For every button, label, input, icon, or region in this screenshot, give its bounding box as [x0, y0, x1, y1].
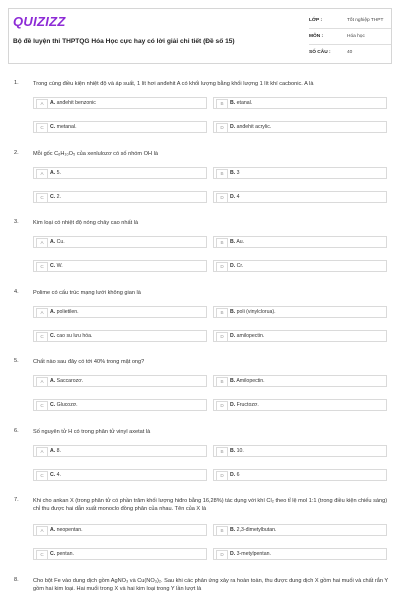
- option-letter: D: [216, 123, 228, 133]
- meta-value: Tốt nghiệp THPT: [347, 18, 384, 23]
- option-c[interactable]: [33, 260, 207, 272]
- option-a[interactable]: [33, 97, 207, 109]
- option-letter: D: [216, 332, 228, 342]
- option-text: D. 4: [230, 194, 240, 200]
- option-a[interactable]: [33, 167, 207, 179]
- option-text: D. 6: [230, 472, 240, 478]
- option-letter: B: [216, 526, 228, 536]
- meta-row-question-count: [309, 45, 391, 60]
- question-text: Kim loại có nhiệt độ nóng chảy cao nhất là: [33, 220, 139, 226]
- option-letter: C: [36, 401, 48, 411]
- worksheet-meta-table: [309, 13, 391, 60]
- option-text: A. Cu.: [50, 239, 65, 245]
- option-letter: C: [36, 262, 48, 272]
- option-text: C. W.: [50, 263, 63, 269]
- option-text: C. Glucozơ.: [50, 402, 78, 408]
- option-letter: C: [36, 332, 48, 342]
- option-d[interactable]: [213, 469, 387, 481]
- option-letter: B: [216, 99, 228, 109]
- option-text: D. anđehit acrylic.: [230, 124, 272, 130]
- option-text: B. 2,3-đimetylbutan.: [230, 527, 277, 533]
- option-a[interactable]: [33, 524, 207, 536]
- meta-row-subject: [309, 29, 391, 45]
- option-a[interactable]: [33, 306, 207, 318]
- option-c[interactable]: [33, 469, 207, 481]
- option-d[interactable]: [213, 399, 387, 411]
- meta-row-class: [309, 13, 391, 29]
- option-text: B. Amilopectin.: [230, 378, 265, 384]
- option-b[interactable]: [213, 167, 387, 179]
- option-d[interactable]: [213, 330, 387, 342]
- option-text: C. 4.: [50, 472, 61, 478]
- question-text: Chất nào sau đây có tới 40% trong mật ong?: [33, 359, 145, 365]
- option-text: A. anđehit benzonic: [50, 100, 96, 106]
- option-text: B. etanal.: [230, 100, 253, 106]
- question-text: Khi cho ankan X (trong phân tử có phần trăm khối lượng hiđro bằng 16,28%) tác dụng với khí Cl₂ theo tỉ lệ mol 1:1 (trong điều kiện chiếu sáng) chỉ thu được hai dẫn xuất monoclo đồng phân của nhau. Tên của X là: [33, 498, 388, 512]
- option-b[interactable]: [213, 375, 387, 387]
- question-text: Trong cùng điều kiện nhiệt độ và áp suất, 1 lít hơi anđehit A có khối lượng bằng khối lượng 1 lít khí cacbonic. A là: [33, 81, 314, 87]
- question-number: 7.: [14, 497, 19, 503]
- option-text: A. Saccarozơ.: [50, 378, 84, 384]
- option-text: A. neopentan.: [50, 527, 83, 533]
- question-number: 2.: [14, 150, 19, 156]
- option-b[interactable]: [213, 445, 387, 457]
- question-text: Mỗi gốc C₆H₁₀O₅ của xenlulozơ có số nhóm OH là: [33, 151, 158, 157]
- option-a[interactable]: [33, 236, 207, 248]
- option-letter: A: [36, 447, 48, 457]
- question-number: 6.: [14, 428, 19, 434]
- option-letter: A: [36, 308, 48, 318]
- option-text: A. 8.: [50, 448, 61, 454]
- option-b[interactable]: [213, 524, 387, 536]
- option-text: A. 5.: [50, 170, 61, 176]
- option-letter: A: [36, 99, 48, 109]
- option-c[interactable]: [33, 191, 207, 203]
- option-letter: C: [36, 550, 48, 560]
- option-text: B. 10.: [230, 448, 244, 454]
- option-letter: D: [216, 550, 228, 560]
- option-text: B. 3: [230, 170, 240, 176]
- option-b[interactable]: [213, 97, 387, 109]
- option-text: B. Au.: [230, 239, 245, 245]
- worksheet-header: [8, 8, 392, 64]
- option-letter: A: [36, 238, 48, 248]
- option-d[interactable]: [213, 260, 387, 272]
- option-letter: A: [36, 526, 48, 536]
- option-text: D. 3-metylpentan.: [230, 551, 271, 557]
- option-c[interactable]: [33, 121, 207, 133]
- question-number: 3.: [14, 219, 19, 225]
- option-letter: B: [216, 238, 228, 248]
- meta-label: LỚP :: [309, 18, 323, 23]
- option-text: D. amilopectin.: [230, 333, 265, 339]
- question-number: 4.: [14, 289, 19, 295]
- option-d[interactable]: [213, 121, 387, 133]
- meta-value: Hóa học: [347, 34, 365, 39]
- option-letter: B: [216, 377, 228, 387]
- option-letter: B: [216, 169, 228, 179]
- option-c[interactable]: [33, 548, 207, 560]
- option-text: C. pentan.: [50, 551, 74, 557]
- document-title: Bộ đề luyện thi THPTQG Hóa Học cực hay có lời giải chi tiết (Đề số 15): [13, 38, 235, 45]
- option-text: B. poli (vinylclorua).: [230, 309, 276, 315]
- option-letter: C: [36, 471, 48, 481]
- option-text: C. cao su lưu hóa.: [50, 333, 93, 339]
- option-letter: D: [216, 401, 228, 411]
- question-number: 8.: [14, 577, 19, 583]
- meta-label: MÔN :: [309, 34, 324, 39]
- option-letter: D: [216, 471, 228, 481]
- option-letter: A: [36, 377, 48, 387]
- option-letter: B: [216, 308, 228, 318]
- option-text: A. polietilen.: [50, 309, 79, 315]
- option-c[interactable]: [33, 330, 207, 342]
- option-text: D. Cr.: [230, 263, 244, 269]
- option-b[interactable]: [213, 236, 387, 248]
- option-letter: D: [216, 193, 228, 203]
- question-text: Số nguyên tử H có trong phân tử vinyl axetat là: [33, 429, 151, 435]
- option-text: C. 2.: [50, 194, 61, 200]
- question-number: 5.: [14, 358, 19, 364]
- meta-label: SỐ CÂU :: [309, 50, 331, 55]
- option-letter: A: [36, 169, 48, 179]
- meta-value: 40: [347, 50, 353, 55]
- option-text: C. metanal.: [50, 124, 77, 130]
- quizizz-logo: QUIZIZZ: [13, 14, 66, 29]
- option-a[interactable]: [33, 375, 207, 387]
- option-text: D. Fructozơ.: [230, 402, 259, 408]
- option-letter: C: [36, 193, 48, 203]
- question-text: Polime có cấu trúc mạng lưới không gian là: [33, 290, 141, 296]
- option-letter: C: [36, 123, 48, 133]
- option-b[interactable]: [213, 306, 387, 318]
- option-c[interactable]: [33, 399, 207, 411]
- question-number: 1.: [14, 80, 19, 86]
- option-a[interactable]: [33, 445, 207, 457]
- option-d[interactable]: [213, 191, 387, 203]
- option-d[interactable]: [213, 548, 387, 560]
- option-letter: B: [216, 447, 228, 457]
- question-text: Cho bột Fe vào dung dịch gồm AgNO₃ và Cu(NO₃)₂. Sau khi các phản ứng xảy ra hoàn toàn, thu được dung dịch X gồm hai muối và chất rắn Y gồm hai kim loại. Hai muối trong X và hai kim loại trong Y lần lượt là: [33, 578, 389, 592]
- option-letter: D: [216, 262, 228, 272]
